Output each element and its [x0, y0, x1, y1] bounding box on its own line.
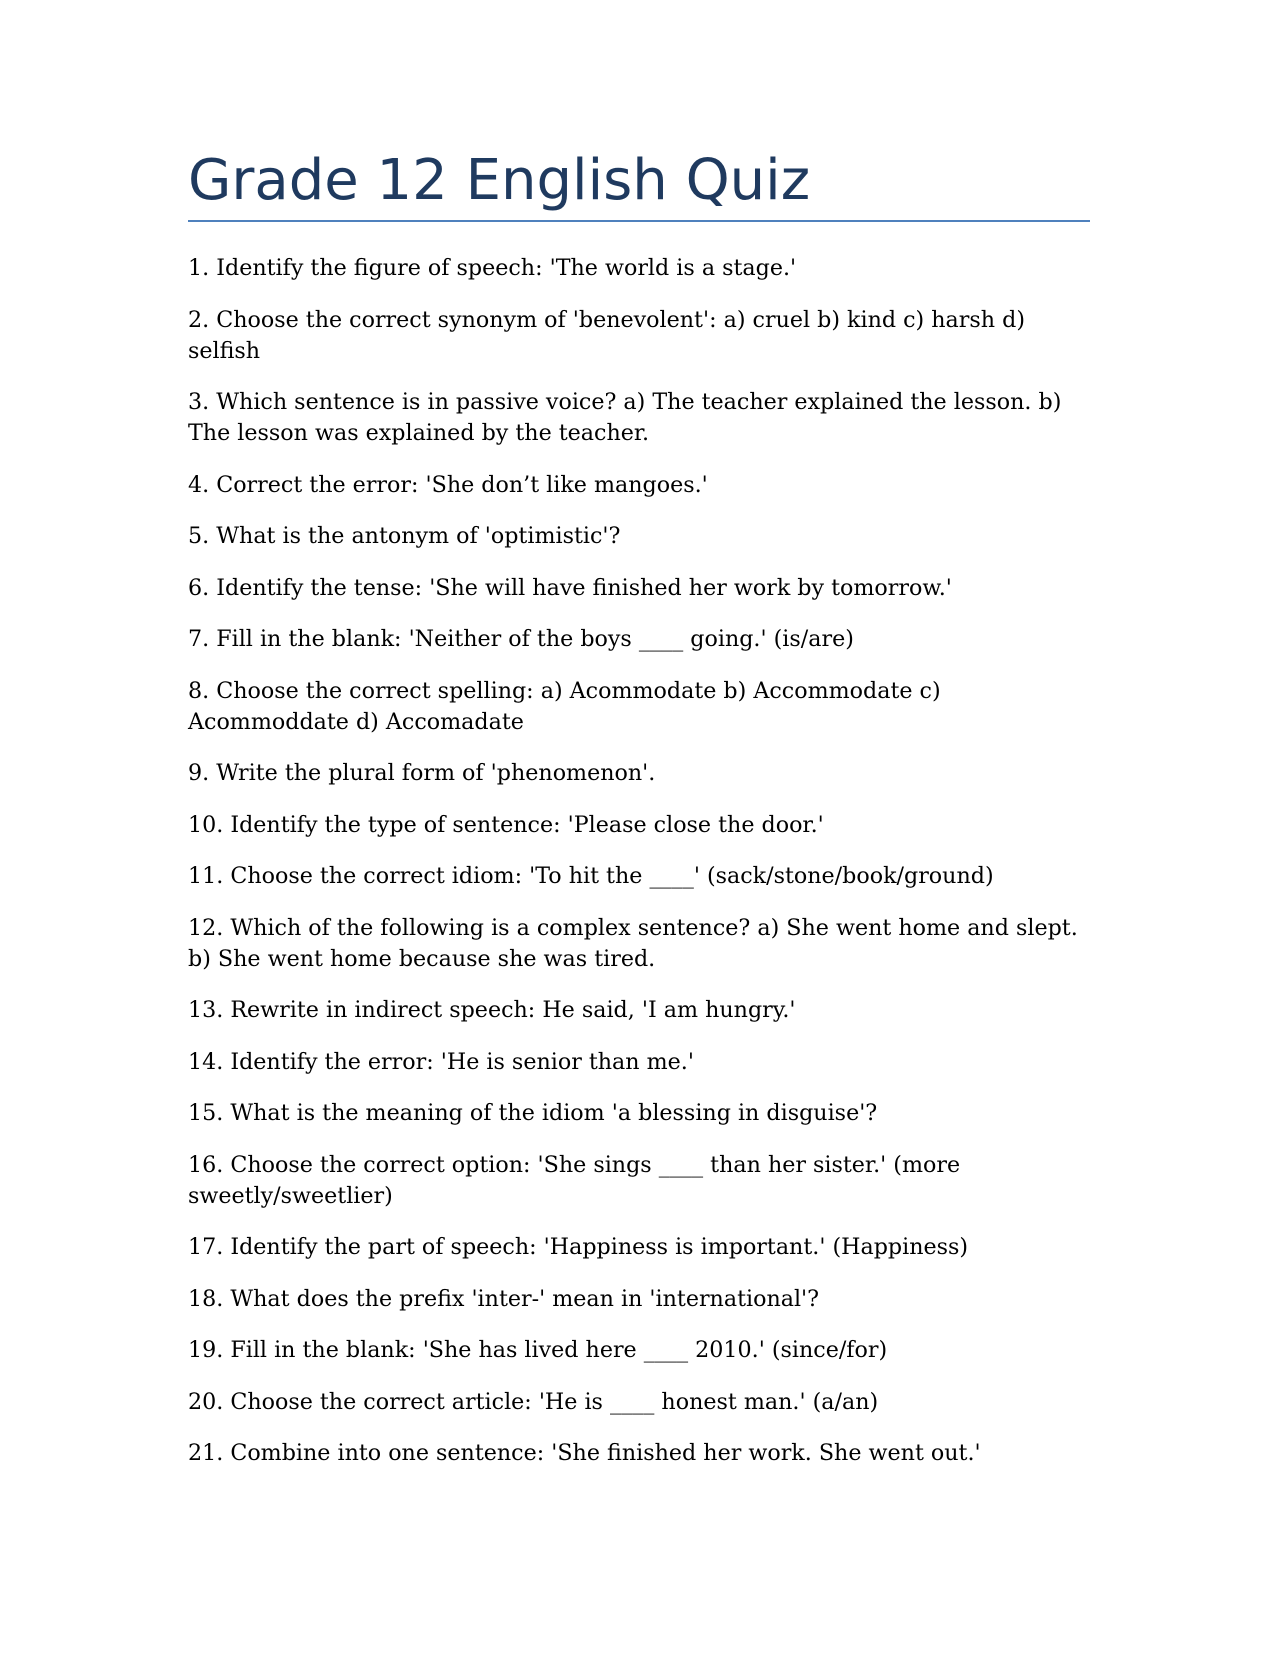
- question-item: 12. Which of the following is a complex sentence? a) She went home and slept. b) She went home because she was tired.: [188, 914, 1078, 972]
- question-item: 3. Which sentence is in passive voice? a) The teacher explained the lesson. b) The lesson was explained by the teacher.: [188, 389, 1062, 446]
- question-item: 7. Fill in the blank: 'Neither of the boys ____ going.' (is/are): [188, 626, 854, 652]
- page-title: Grade 12 English Quiz: [188, 148, 811, 213]
- question-item: 13. Rewrite in indirect speech: He said, 'I am hungry.': [188, 997, 796, 1023]
- question-item: 18. What does the prefix 'inter-' mean in 'international'?: [188, 1285, 820, 1312]
- question-item: 6. Identify the tense: 'She will have finished her work by tomorrow.': [188, 574, 952, 601]
- title-divider: [188, 220, 1090, 222]
- question-item: 2. Choose the correct synonym of 'benevolent': a) cruel b) kind c) harsh d) selfish: [188, 306, 1025, 364]
- question-item: 1. Identify the figure of speech: 'The world is a stage.': [188, 255, 797, 281]
- question-item: 5. What is the antonym of 'optimistic'?: [188, 523, 621, 549]
- question-item: 10. Identify the type of sentence: 'Please close the door.': [188, 811, 824, 838]
- question-item: 20. Choose the correct article: 'He is ____ honest man.' (a/an): [188, 1388, 879, 1415]
- question-item: 16. Choose the correct option: 'She sings ____ than her sister.' (more sweetly/sweetlier): [188, 1151, 961, 1209]
- question-item: 19. Fill in the blank: 'She has lived here ____ 2010.' (since/for): [188, 1337, 888, 1363]
- question-item: 9. Write the plural form of 'phenomenon'.: [188, 760, 656, 786]
- question-item: 17. Identify the part of speech: 'Happiness is important.' (Happiness): [188, 1234, 969, 1260]
- question-item: 11. Choose the correct idiom: 'To hit the ____' (sack/stone/book/ground): [188, 863, 994, 889]
- question-item: 4. Correct the error: 'She don’t like mangoes.': [188, 471, 708, 498]
- question-item: 21. Combine into one sentence: 'She finished her work. She went out.': [188, 1440, 981, 1466]
- question-item: 8. Choose the correct spelling: a) Acommodate b) Accommodate c) Acommoddate d) Accomadate: [188, 677, 941, 735]
- question-item: 14. Identify the error: 'He is senior than me.': [188, 1048, 694, 1075]
- question-item: 15. What is the meaning of the idiom 'a blessing in disguise'?: [188, 1100, 878, 1126]
- question-list: [188, 253, 1090, 1490]
